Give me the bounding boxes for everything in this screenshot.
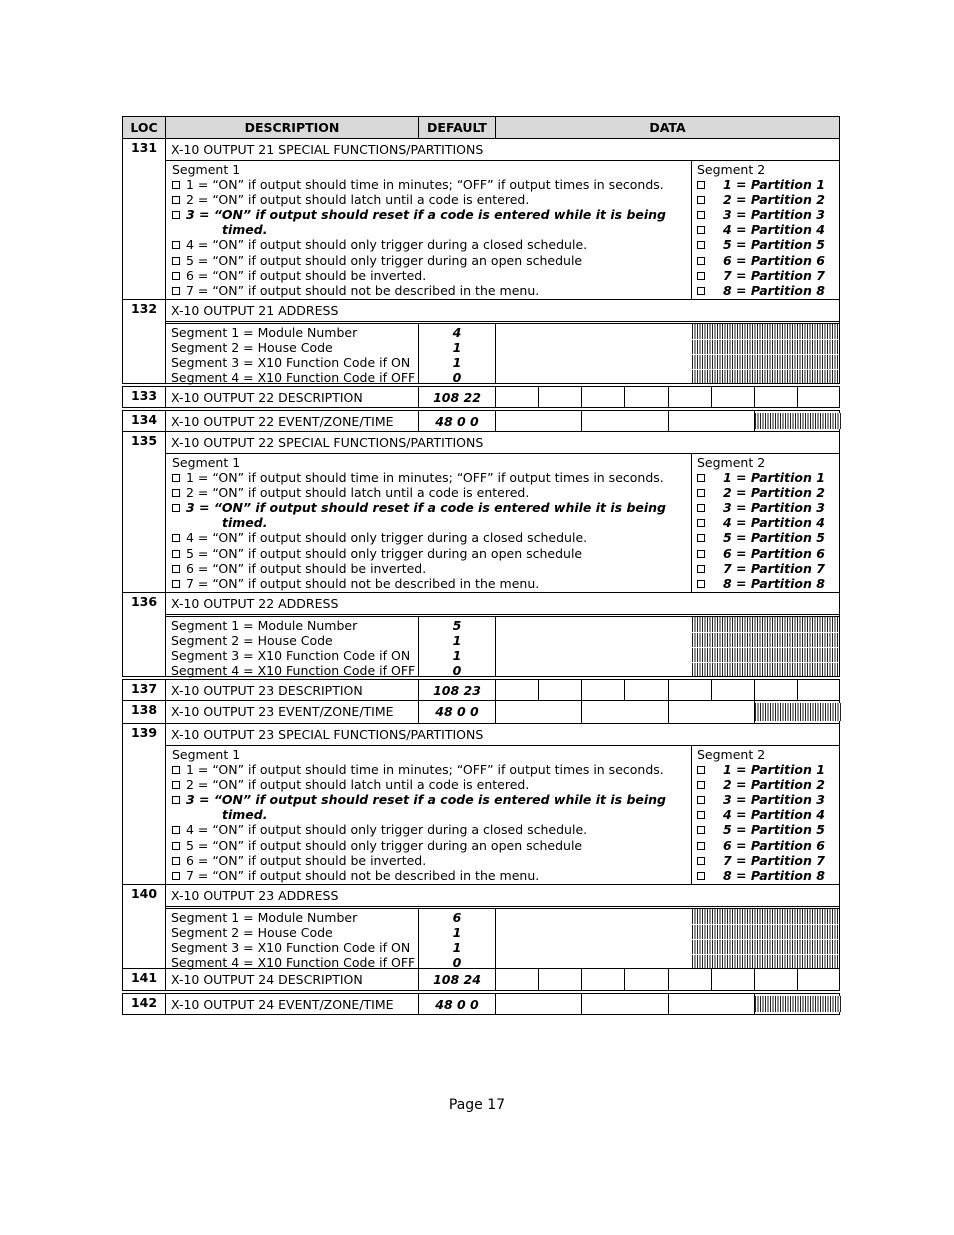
- data-entry-box[interactable]: [712, 680, 755, 700]
- option-line: [172, 253, 686, 268]
- partition-line: [697, 561, 835, 576]
- data-entry-box[interactable]: [755, 387, 798, 407]
- row-default: 108 22: [419, 387, 496, 407]
- loc-number: 133: [123, 387, 166, 407]
- table-row: [122, 724, 840, 885]
- loc-number: 134: [123, 411, 166, 431]
- address-segments: [166, 323, 419, 386]
- option-line: [172, 868, 686, 883]
- loc-number: 139: [123, 724, 166, 884]
- checkbox-icon[interactable]: [172, 580, 180, 588]
- checkbox-icon[interactable]: [172, 857, 180, 865]
- option-text: 4 = “ON” if output should only trigger during a closed schedule.: [186, 237, 588, 253]
- divider: [692, 647, 839, 648]
- loc-number: 140: [123, 885, 166, 968]
- partition-line: [697, 822, 835, 837]
- data-entry-box[interactable]: [755, 680, 798, 700]
- row-description: X-10 OUTPUT 23 EVENT/ZONE/TIME: [166, 701, 419, 723]
- checkbox-icon[interactable]: [697, 766, 705, 774]
- segment-2-partitions: [692, 161, 839, 299]
- data-entry-box[interactable]: [712, 387, 755, 407]
- partition-line: [697, 177, 835, 192]
- option-line: [172, 530, 686, 545]
- checkbox-icon[interactable]: [697, 226, 705, 234]
- option-text: 7 = “ON” if output should not be described in the menu.: [186, 575, 540, 591]
- option-line: [172, 500, 686, 515]
- partition-text: 4 = Partition 4: [723, 807, 825, 823]
- default-value: 1: [452, 340, 462, 356]
- table-row: [122, 432, 840, 593]
- checkbox-icon[interactable]: [697, 842, 705, 850]
- address-defaults: [419, 323, 496, 386]
- loc-number: 132: [123, 300, 166, 383]
- row-default: 108 24: [419, 969, 496, 990]
- partition-line: [697, 237, 835, 252]
- default-value: 1: [452, 940, 462, 956]
- table-row: [122, 969, 840, 991]
- segment-line: Segment 3 = X10 Function Code if ON: [171, 355, 411, 371]
- option-text: timed.: [222, 222, 268, 238]
- row-description: X-10 OUTPUT 24 EVENT/ZONE/TIME: [166, 994, 419, 1014]
- checkbox-icon[interactable]: [697, 287, 705, 295]
- table-row: [122, 593, 840, 677]
- data-entry-box[interactable]: [798, 969, 841, 990]
- address-data-entry[interactable]: [496, 908, 839, 968]
- table-row: [122, 386, 840, 408]
- partition-text: 5 = Partition 5: [723, 822, 825, 838]
- checkbox-icon[interactable]: [697, 796, 705, 804]
- checkbox-icon[interactable]: [172, 781, 180, 789]
- divider: [692, 954, 839, 955]
- data-entry-box: [755, 701, 841, 723]
- data-entry-box[interactable]: [582, 411, 668, 431]
- loc-number: 137: [123, 680, 166, 700]
- partition-text: 5 = Partition 5: [723, 530, 825, 546]
- data-entry-box[interactable]: [582, 969, 625, 990]
- data-entry-box[interactable]: [496, 994, 582, 1014]
- checkbox-icon[interactable]: [697, 181, 705, 189]
- option-line: [172, 853, 686, 868]
- data-entry-box[interactable]: [582, 680, 625, 700]
- checkbox-icon[interactable]: [172, 872, 180, 880]
- partition-text: 8 = Partition 8: [723, 867, 825, 883]
- row-title: X-10 OUTPUT 23 ADDRESS: [166, 885, 839, 907]
- loc-number: 142: [123, 994, 166, 1014]
- segment-1-options: [166, 454, 692, 592]
- partition-text: 2 = Partition 2: [723, 485, 825, 501]
- checkbox-icon[interactable]: [697, 241, 705, 249]
- data-entry-box[interactable]: [755, 969, 798, 990]
- partition-text: 4 = Partition 4: [723, 515, 825, 531]
- partition-text: 6 = Partition 6: [723, 545, 825, 561]
- table-row: [122, 300, 840, 384]
- segment-line: Segment 3 = X10 Function Code if ON: [171, 648, 411, 664]
- checkbox-icon[interactable]: [172, 489, 180, 497]
- partition-text: 1 = Partition 1: [723, 177, 825, 193]
- default-value: 1: [452, 633, 462, 649]
- divider: [692, 939, 839, 940]
- loc-number: 135: [123, 432, 166, 592]
- option-line: [172, 207, 686, 222]
- loc-number: 141: [123, 969, 166, 990]
- row-default: 48 0 0: [419, 411, 496, 431]
- option-text: 3 = “ON” if output should reset if a code is entered while it is being: [186, 500, 666, 516]
- checkbox-icon[interactable]: [697, 826, 705, 834]
- option-text: 2 = “ON” if output should latch until a code is entered.: [186, 485, 530, 501]
- table-row: [122, 410, 840, 432]
- row-description: X-10 OUTPUT 24 DESCRIPTION: [166, 969, 419, 990]
- partition-text: 2 = Partition 2: [723, 777, 825, 793]
- option-line: [172, 838, 686, 853]
- option-line: [172, 515, 686, 530]
- segment-line: Segment 1 = Module Number: [171, 325, 358, 340]
- header-default: DEFAULT: [419, 117, 496, 138]
- partition-line: [697, 470, 835, 485]
- row-description: X-10 OUTPUT 22 DESCRIPTION: [166, 387, 419, 407]
- option-text: 5 = “ON” if output should only trigger during an open schedule: [186, 545, 583, 561]
- data-entry-box[interactable]: [496, 680, 539, 700]
- data-entry-box[interactable]: [496, 387, 539, 407]
- divider: [692, 662, 839, 663]
- partition-text: 6 = Partition 6: [723, 252, 825, 268]
- segment-line: Segment 4 = X10 Function Code if OFF: [171, 370, 416, 386]
- option-line: [172, 576, 686, 591]
- partition-line: [697, 253, 835, 268]
- divider: [692, 339, 839, 340]
- checkbox-icon[interactable]: [697, 196, 705, 204]
- page-number: Page 17: [448, 1097, 506, 1113]
- option-line: [172, 807, 686, 822]
- segment-2-partitions: [692, 454, 839, 592]
- data-entry-box[interactable]: [712, 969, 755, 990]
- loc-number: 136: [123, 593, 166, 676]
- partition-line: [697, 485, 835, 500]
- partition-text: 8 = Partition 8: [723, 282, 825, 298]
- row-description: X-10 OUTPUT 23 DESCRIPTION: [166, 680, 419, 700]
- segment-line: Segment 1 = Module Number: [171, 910, 358, 925]
- option-line: [172, 283, 686, 298]
- table-row: [122, 993, 840, 1015]
- data-entry-box[interactable]: [496, 701, 582, 723]
- partition-line: [697, 283, 835, 298]
- loc-number: 138: [123, 701, 166, 723]
- divider: [692, 354, 839, 355]
- data-entry-box[interactable]: [539, 387, 582, 407]
- checkbox-icon[interactable]: [172, 287, 180, 295]
- option-text: 4 = “ON” if output should only trigger during a closed schedule.: [186, 530, 588, 546]
- checkbox-icon[interactable]: [172, 796, 180, 804]
- default-value: 5: [452, 618, 462, 633]
- header-data: DATA: [649, 120, 686, 135]
- data-entry-box[interactable]: [625, 387, 668, 407]
- data-entry-box[interactable]: [496, 969, 539, 990]
- partition-text: 3 = Partition 3: [723, 207, 825, 223]
- default-value: 0: [452, 955, 462, 971]
- partition-text: 5 = Partition 5: [723, 237, 825, 253]
- option-line: [172, 485, 686, 500]
- checkbox-icon[interactable]: [172, 550, 180, 558]
- data-entry-box[interactable]: [496, 411, 582, 431]
- checkbox-icon[interactable]: [697, 565, 705, 573]
- data-entry-box[interactable]: [669, 680, 712, 700]
- partition-line: [697, 515, 835, 530]
- default-value: 0: [452, 370, 462, 386]
- partition-line: [697, 222, 835, 237]
- checkbox-icon[interactable]: [697, 811, 705, 819]
- row-default: 48 0 0: [419, 994, 496, 1014]
- checkbox-icon[interactable]: [172, 181, 180, 189]
- option-text: 5 = “ON” if output should only trigger during an open schedule: [186, 837, 583, 853]
- row-title: X-10 OUTPUT 21 SPECIAL FUNCTIONS/PARTITIONS: [166, 139, 839, 161]
- checkbox-icon[interactable]: [172, 474, 180, 482]
- option-line: [172, 470, 686, 485]
- checkbox-icon[interactable]: [172, 565, 180, 573]
- option-line: [172, 177, 686, 192]
- option-text: timed.: [222, 515, 268, 531]
- programming-table: [122, 116, 840, 1015]
- partition-line: [697, 762, 835, 777]
- checkbox-icon[interactable]: [172, 766, 180, 774]
- partition-line: [697, 792, 835, 807]
- checkbox-icon[interactable]: [172, 842, 180, 850]
- divider: [692, 369, 839, 370]
- header-description: DESCRIPTION: [166, 117, 419, 138]
- partition-line: [697, 207, 835, 222]
- checkbox-icon[interactable]: [697, 489, 705, 497]
- option-line: [172, 822, 686, 837]
- data-entry-box[interactable]: [625, 680, 668, 700]
- data-entry-box[interactable]: [669, 411, 755, 431]
- segment-1-options: [166, 746, 692, 884]
- partition-line: [697, 500, 835, 515]
- default-value: 0: [452, 663, 462, 679]
- segment-line: Segment 4 = X10 Function Code if OFF: [171, 663, 416, 679]
- partition-line: [697, 838, 835, 853]
- option-text: 1 = “ON” if output should time in minutes; “OFF” if output times in seconds.: [186, 470, 664, 486]
- partition-text: 3 = Partition 3: [723, 500, 825, 516]
- row-title: X-10 OUTPUT 23 SPECIAL FUNCTIONS/PARTITIONS: [166, 724, 839, 746]
- segment-2-label: Segment 2: [697, 747, 766, 762]
- segment-line: Segment 4 = X10 Function Code if OFF: [171, 955, 416, 971]
- data-entry-box[interactable]: [798, 680, 841, 700]
- segment-1-label: Segment 1: [172, 747, 241, 762]
- checkbox-icon[interactable]: [172, 241, 180, 249]
- segment-line: Segment 3 = X10 Function Code if ON: [171, 940, 411, 956]
- default-value: 1: [452, 925, 462, 941]
- default-value: 1: [452, 355, 462, 371]
- segment-1-label: Segment 1: [172, 455, 241, 470]
- option-text: 3 = “ON” if output should reset if a code is entered while it is being: [186, 792, 666, 808]
- segment-2-label: Segment 2: [697, 455, 766, 470]
- data-entry-box[interactable]: [669, 387, 712, 407]
- option-line: [172, 546, 686, 561]
- option-line: [172, 237, 686, 252]
- partition-text: 8 = Partition 8: [723, 575, 825, 591]
- option-line: [172, 192, 686, 207]
- checkbox-icon[interactable]: [172, 196, 180, 204]
- table-header: [122, 116, 840, 139]
- table-row: [122, 885, 840, 969]
- divider: [692, 632, 839, 633]
- data-entry-box[interactable]: [798, 387, 841, 407]
- option-text: 2 = “ON” if output should latch until a code is entered.: [186, 192, 530, 208]
- partition-text: 7 = Partition 7: [723, 560, 825, 576]
- partition-line: [697, 853, 835, 868]
- partition-text: 7 = Partition 7: [723, 852, 825, 868]
- checkbox-icon[interactable]: [697, 857, 705, 865]
- partition-text: 4 = Partition 4: [723, 222, 825, 238]
- data-entry-box[interactable]: [669, 701, 755, 723]
- checkbox-icon[interactable]: [697, 580, 705, 588]
- partition-line: [697, 868, 835, 883]
- data-entry-box[interactable]: [669, 969, 712, 990]
- checkbox-icon[interactable]: [697, 781, 705, 789]
- option-text: 6 = “ON” if output should be inverted.: [186, 267, 427, 283]
- partition-line: [697, 546, 835, 561]
- option-text: 4 = “ON” if output should only trigger during a closed schedule.: [186, 822, 588, 838]
- partition-line: [697, 777, 835, 792]
- table-row: [122, 139, 840, 300]
- data-entry-box[interactable]: [582, 994, 668, 1014]
- option-text: 6 = “ON” if output should be inverted.: [186, 560, 427, 576]
- partition-text: 6 = Partition 6: [723, 837, 825, 853]
- partition-line: [697, 807, 835, 822]
- default-value: 6: [452, 910, 462, 925]
- segment-line: Segment 2 = House Code: [171, 633, 333, 649]
- segment-2-partitions: [692, 746, 839, 884]
- data-entry-box[interactable]: [582, 387, 625, 407]
- option-line: [172, 762, 686, 777]
- default-value: 4: [452, 325, 462, 340]
- checkbox-icon[interactable]: [172, 534, 180, 542]
- row-default: 48 0 0: [419, 701, 496, 723]
- partition-line: [697, 576, 835, 591]
- data-entry-box[interactable]: [539, 969, 582, 990]
- address-segments: [166, 616, 419, 679]
- partition-text: 3 = Partition 3: [723, 792, 825, 808]
- address-defaults: [419, 616, 496, 679]
- checkbox-icon[interactable]: [697, 211, 705, 219]
- data-entry-box[interactable]: [539, 680, 582, 700]
- option-text: 3 = “ON” if output should reset if a code is entered while it is being: [186, 207, 666, 223]
- checkbox-icon[interactable]: [697, 519, 705, 527]
- option-text: 7 = “ON” if output should not be described in the menu.: [186, 867, 540, 883]
- partition-text: 7 = Partition 7: [723, 267, 825, 283]
- segment-line: Segment 2 = House Code: [171, 340, 333, 356]
- partition-line: [697, 192, 835, 207]
- segment-1-options: [166, 161, 692, 299]
- option-text: 1 = “ON” if output should time in minutes; “OFF” if output times in seconds.: [186, 762, 664, 778]
- partition-text: 1 = Partition 1: [723, 470, 825, 486]
- segment-1-label: Segment 1: [172, 162, 241, 177]
- checkbox-icon[interactable]: [172, 826, 180, 834]
- segment-2-label: Segment 2: [697, 162, 766, 177]
- option-line: [172, 777, 686, 792]
- option-text: 5 = “ON” if output should only trigger during an open schedule: [186, 252, 583, 268]
- partition-line: [697, 268, 835, 283]
- default-value: 1: [452, 648, 462, 664]
- checkbox-icon[interactable]: [697, 257, 705, 265]
- checkbox-icon[interactable]: [172, 272, 180, 280]
- shaded-area: [755, 413, 841, 429]
- partition-text: 1 = Partition 1: [723, 762, 825, 778]
- option-line: [172, 792, 686, 807]
- checkbox-icon[interactable]: [697, 272, 705, 280]
- segment-line: Segment 1 = Module Number: [171, 618, 358, 633]
- partition-line: [697, 530, 835, 545]
- address-defaults: [419, 908, 496, 971]
- checkbox-icon[interactable]: [697, 474, 705, 482]
- row-description: X-10 OUTPUT 22 EVENT/ZONE/TIME: [166, 411, 419, 431]
- data-entry-box: [755, 411, 841, 431]
- divider: [692, 924, 839, 925]
- data-entry-box[interactable]: [582, 701, 668, 723]
- data-entry-box[interactable]: [669, 994, 755, 1014]
- option-line: [172, 561, 686, 576]
- shaded-area: [755, 996, 841, 1012]
- option-text: 7 = “ON” if output should not be described in the menu.: [186, 282, 540, 298]
- table-row: [122, 701, 840, 724]
- row-title: X-10 OUTPUT 21 ADDRESS: [166, 300, 839, 322]
- address-data-entry[interactable]: [496, 616, 839, 676]
- option-text: 1 = “ON” if output should time in minutes; “OFF” if output times in seconds.: [186, 177, 664, 193]
- checkbox-icon[interactable]: [172, 504, 180, 512]
- option-line: [172, 222, 686, 237]
- option-text: 6 = “ON” if output should be inverted.: [186, 852, 427, 868]
- checkbox-icon[interactable]: [697, 504, 705, 512]
- checkbox-icon[interactable]: [172, 257, 180, 265]
- option-text: timed.: [222, 807, 268, 823]
- row-default: 108 23: [419, 680, 496, 700]
- row-title: X-10 OUTPUT 22 ADDRESS: [166, 593, 839, 615]
- checkbox-icon[interactable]: [697, 534, 705, 542]
- shaded-area: [755, 703, 841, 721]
- checkbox-icon[interactable]: [697, 550, 705, 558]
- table-row: [122, 679, 840, 701]
- option-text: 2 = “ON” if output should latch until a code is entered.: [186, 777, 530, 793]
- segment-line: Segment 2 = House Code: [171, 925, 333, 941]
- data-entry-box[interactable]: [625, 969, 668, 990]
- address-data-entry[interactable]: [496, 323, 839, 383]
- checkbox-icon[interactable]: [697, 872, 705, 880]
- checkbox-icon[interactable]: [172, 211, 180, 219]
- row-title: X-10 OUTPUT 22 SPECIAL FUNCTIONS/PARTITIONS: [166, 432, 839, 454]
- loc-number: 131: [123, 139, 166, 299]
- partition-text: 2 = Partition 2: [723, 192, 825, 208]
- option-line: [172, 268, 686, 283]
- address-segments: [166, 908, 419, 971]
- data-entry-box: [755, 994, 841, 1014]
- header-loc: LOC: [123, 117, 166, 138]
